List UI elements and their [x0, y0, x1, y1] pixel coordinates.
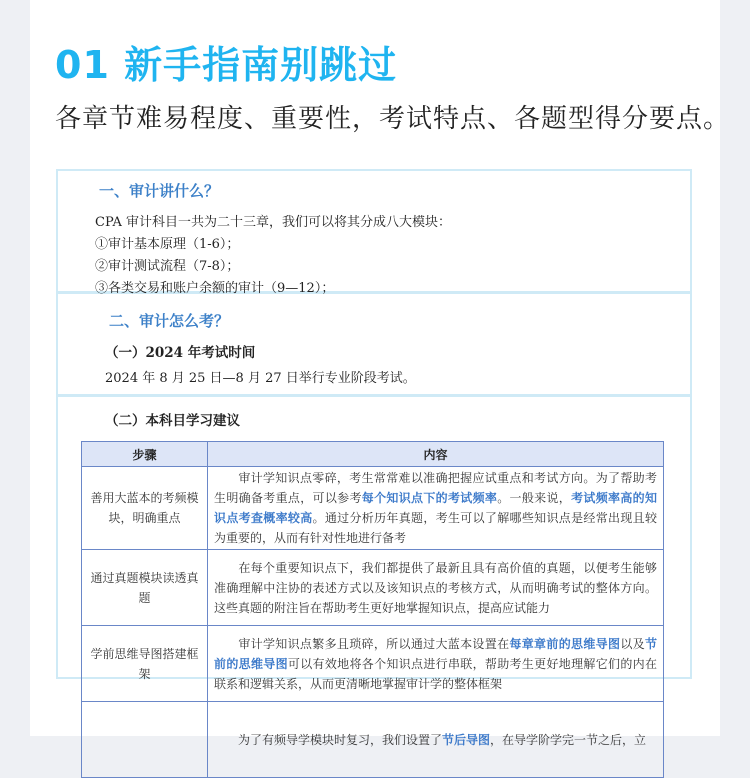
content-text: 为了有频导学模块时复习，我们设置了	[238, 732, 443, 747]
column-header-content: 内容	[208, 442, 664, 467]
content-cell	[208, 626, 664, 702]
table-row	[82, 467, 664, 550]
content-text: ，在导学阶学完一节之后，立	[490, 732, 647, 747]
highlight-text: 每章章前的思维导图	[509, 636, 621, 651]
section1-title: 一、审计讲什么？	[99, 182, 220, 200]
step-cell: 学前思维导图搭建框架	[82, 626, 208, 702]
content-text: 在每个重要知识点下，我们都提供了最新且具有高价值的真题，以便考生能够准确理解中注协的表述方式以及该知识点的考核方式，从而明确考试的整体方向。这些真题的附注旨在帮助考生更好地掌握知识点，提高应试能力	[214, 560, 657, 615]
module-item: ②审计测试流程（7-8）；	[95, 259, 240, 274]
highlight-text: 考试频率高的知识点考查概率较高	[214, 491, 657, 525]
section-how-to-test	[58, 294, 690, 397]
exam-time-heading: （一）2024 年考试时间	[105, 345, 256, 361]
section1-intro: CPA 审计科目一共为二十三章，我们可以将其分成八大模块：	[95, 215, 452, 230]
page-subtitle: 各章节难易程度、重要性，考试特点、各题型得分要点。	[55, 104, 731, 134]
module-item: ③各类交易和账户余额的审计（9—12）；	[95, 281, 335, 296]
module-item: ①审计基本原理（1-6）；	[95, 237, 240, 252]
document-preview	[56, 169, 692, 747]
column-header-step: 步骤	[82, 442, 208, 467]
content-text: 。通过分析历年真题，考生可以了解哪些知识点是经常出现且较为重要的，从而有针对性地进行备考	[214, 511, 657, 545]
highlight-text: 节前的思维导图	[214, 636, 657, 671]
section2-title: 二、审计怎么考？	[109, 312, 230, 330]
content-cell	[208, 702, 664, 778]
highlight-text: 节后导图	[442, 732, 491, 747]
content-text: 可以有效地将各个知识点进行串联，帮助考生更好地理解它们的内在联系和逻辑关系，从而更清晰地掌握审计学的整体框架	[214, 656, 657, 691]
content-cell	[208, 550, 664, 626]
highlight-text: 每个知识点下的考试频率	[361, 491, 498, 505]
page-title: 01 新手指南别跳过	[55, 43, 398, 87]
table-row	[82, 702, 664, 778]
content-text: 。一般来说，	[497, 491, 572, 505]
step-cell: 通过真题模块读透真题	[82, 550, 208, 626]
content-text: 审计学知识点零碎，考生常常难以准确把握应试重点和考试方向。为了帮助考生明确备考重点，可以参考	[214, 471, 657, 505]
step-cell: 善用大蓝本的考频模块，明确重点	[82, 467, 208, 550]
content-text: 以及	[620, 636, 645, 651]
study-advice-heading: （二）本科目学习建议	[105, 413, 240, 429]
content-cell	[208, 467, 664, 550]
table-row	[82, 550, 664, 626]
table-header-row	[82, 442, 664, 467]
content-text: 审计学知识点繁多且琐碎，所以通过大蓝本设置在	[238, 636, 510, 651]
table-row	[82, 626, 664, 702]
exam-time-text: 2024 年 8 月 25 日—8 月 27 日举行专业阶段考试。	[105, 371, 416, 386]
study-steps-table	[81, 441, 664, 778]
section-study-advice	[58, 397, 690, 747]
section-what-is-audit	[58, 171, 690, 294]
step-cell	[82, 702, 208, 778]
